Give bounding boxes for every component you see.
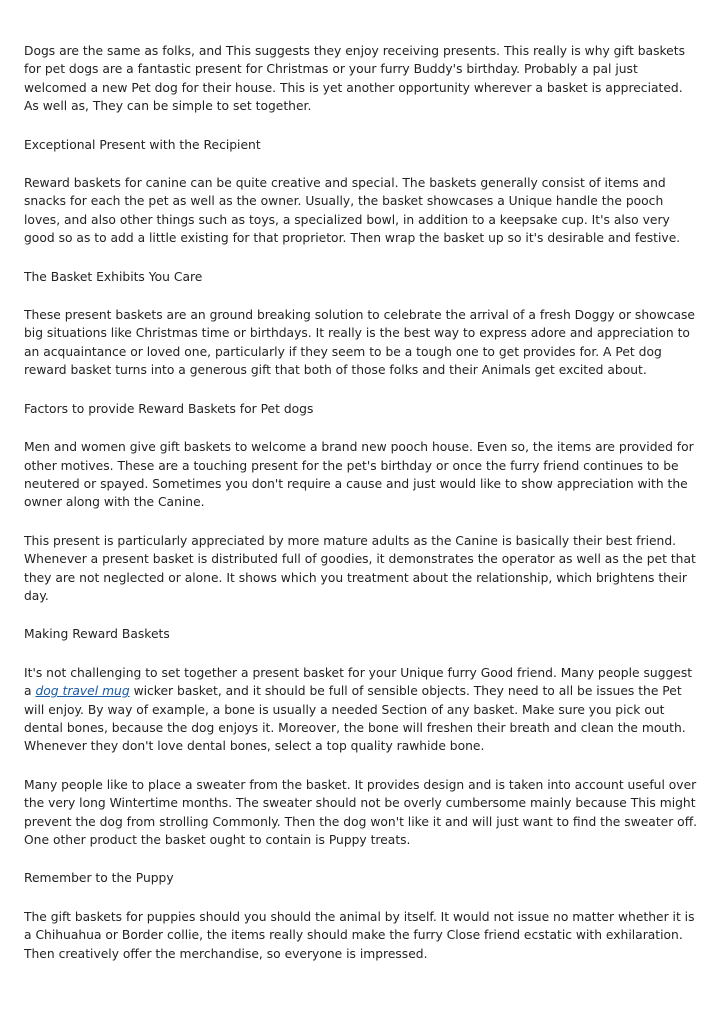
article-body	[24, 42, 700, 983]
intro-paragraph: Dogs are the same as folks, and This suggests they enjoy receiving presents. This really is why gift baskets for pet dogs are a fantastic present for Christmas or your furry Buddy's birthday. Probably a pal just welcomed a new Pet dog for their house. This is yet another opportunity wherever a basket is appreciated. As well as, They can be simple to set together.	[24, 44, 685, 114]
paragraph-text-after-link: wicker basket, and it should be full of sensible objects. They need to all be issues the Pet will enjoy. By way of example, a bone is usually a needed Section of any basket. Make sure you pick out dental bones, because the dog enjoys it. Moreover, the bone will freshen their breath and clean the mouth. Whenever they don't love dental bones, select a top quality rawhide bone.	[24, 684, 686, 754]
section-heading-making-baskets: Making Reward Baskets	[24, 627, 170, 642]
paragraph-present-baskets: These present baskets are an ground breaking solution to celebrate the arrival of a fresh Doggy or showcase big situations like Christmas time or birthdays. It really is the best way to express adore and appreciation to an acquaintance or loved one, particularly if they seem to be a tough one to get provides for. A Pet dog reward basket turns into a generous gift that both of those folks and their Animals get excited about.	[24, 308, 695, 378]
section-heading-exceptional-present: Exceptional Present with the Recipient	[24, 137, 261, 152]
paragraph-gift-baskets-puppies: The gift baskets for puppies should you should the animal by itself. It would not issue no matter whether it is a Chihuahua or Border collie, the items really should make the furry Close friend ecstatic with exhilaration. Then creatively offer the merchandise, so everyone is impressed.	[24, 909, 695, 961]
paragraph-men-and-women: Men and women give gift baskets to welcome a brand new pooch house. Even so, the items are provided for other motives. These are a touching present for the pet's birthday or once the furry friend continues to be neutered or spayed. Sometimes you don't require a cause and just would like to show appreciation with the owner along with the Canine.	[24, 440, 694, 510]
section-heading-puppy: Remember to the Puppy	[24, 871, 174, 886]
paragraph-text-before-link: It's not challenging to set together a present basket for your Unique furry Good friend. Many people suggest a	[24, 665, 693, 699]
paragraph-not-challenging	[24, 664, 700, 756]
section-heading-basket-care: The Basket Exhibits You Care	[24, 269, 203, 284]
paragraph-mature-adults: This present is particularly appreciated by more mature adults as the Canine is basically their best friend. Whenever a present basket is distributed full of goodies, it demonstrates the operator as well as the pet that they are not neglected or alone. It shows which you treatment about the relationship, which brightens their day.	[24, 533, 696, 603]
section-heading-factors: Factors to provide Reward Baskets for Pet dogs	[24, 401, 314, 416]
paragraph-reward-baskets: Reward baskets for canine can be quite creative and special. The baskets generally consist of items and snacks for each the pet as well as the owner. Usually, the basket showcases a Unique handle the pooch loves, and also other things such as toys, a specialized bowl, in addition to a keepsake cup. It's also very good so as to add a little existing for that proprietor. Then wrap the basket up so it's desirable and festive.	[24, 176, 681, 246]
dog-travel-mug-link[interactable]: dog travel mug	[35, 684, 130, 699]
paragraph-sweater: Many people like to place a sweater from the basket. It provides design and is taken into account useful over the very long Wintertime months. The sweater should not be overly cumbersome mainly because This might prevent the dog from strolling Commonly. Then the dog won't like it and will just want to find the sweater off. One other product the basket ought to contain is Puppy treats.	[24, 777, 698, 847]
